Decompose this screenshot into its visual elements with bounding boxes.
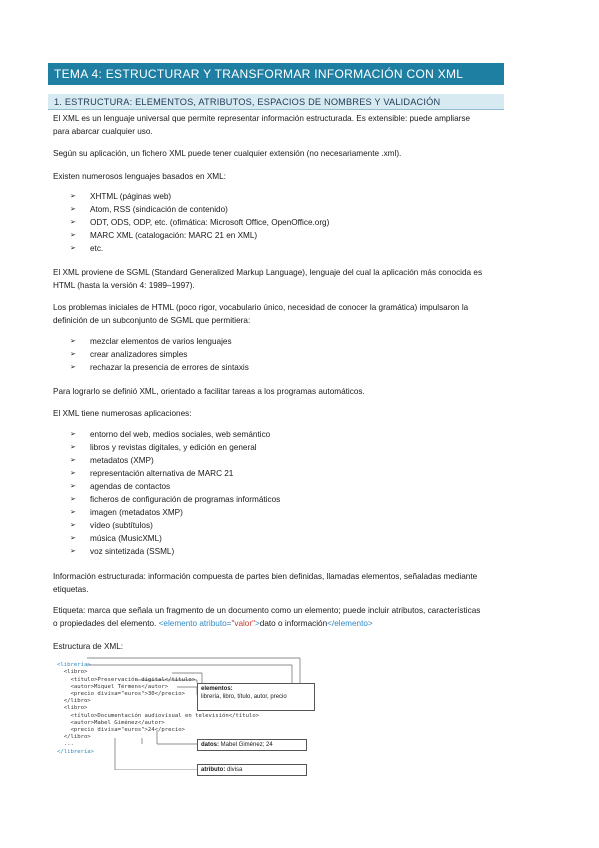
paragraph-structure-label: Estructura de XML: bbox=[53, 642, 124, 651]
paragraph-applications: El XML tiene numerosas aplicaciones: bbox=[53, 409, 192, 418]
paragraph-intro bbox=[53, 112, 508, 138]
paragraph-tag-definition bbox=[53, 604, 508, 630]
paragraph-line: HTML (hasta la versión 4: 1989–1997). bbox=[53, 281, 195, 290]
paragraph-line: Información estructurada: información compuesta de partes bien definidas, llamadas elementos, señaladas mediante bbox=[53, 572, 478, 581]
paragraph-line: Los problemas iniciales de HTML (poco rigor, vocabulario único, necesidad de conocer la gramática) impulsaron la bbox=[53, 303, 469, 312]
paragraph-html-problems bbox=[53, 301, 508, 327]
paragraph-languages: Existen numerosos lenguajes basados en XML: bbox=[53, 172, 226, 181]
code-snippet: <elemento atributo= bbox=[158, 619, 232, 628]
paragraph-line: definición de un subconjunto de SGML que permitiera: bbox=[53, 316, 251, 325]
code-value: "valor" bbox=[231, 619, 255, 628]
data-callout: datos: Mabel Giménez; 24 bbox=[197, 739, 307, 751]
paragraph-line: El XML proviene de SGML (Standard Generalized Markup Language), lenguaje del cual la aplicación más conocida es bbox=[53, 268, 483, 277]
xml-code-sample: <librería> <libro> <título>Preservación digital</título> <autor>Miquel Térmens</autor> <precio divisa="euros">30</precio> </libro> <libro> <título>Documentación audiovisual en televisión</título> <autor>Mabel Giménez</autor> <precio divisa="euros">24</precio> </libro> ... </librería> bbox=[57, 662, 260, 755]
paragraph-extension: Según su aplicación, un fichero XML puede tener cualquier extensión (no necesariamente .xml). bbox=[53, 149, 402, 158]
document-page: TEMA 4: ESTRUCTURAR Y TRANSFORMAR INFORMACIÓN CON XML 1. ESTRUCTURA: ELEMENTOS, ATRIBUTOS, ESPACIOS DE NOMBRES Y VALIDACIÓN El XML es un lenguaje universal que permite representar información estructurada. Es extensible: puede ampliarse para abarcar cualquier uso. Según su aplicación, un fichero XML puede tener cualquier extensión (no necesariamente .xml). Existen numerosos lenguajes basados en XML: ➢ XHTML (páginas web) ➢ Atom, RSS (sindicación de contenido) ➢ ODT, ODS, ODP, etc. (ofimática: Microsoft Office, OpenOffice.org) ➢ MARC XML (catalogación: MARC 21 en XML) ➢ etc. El XML proviene de SGML (Standard Generalized Markup Language), lenguaje del cual la aplicación más conocida es HTML (hasta la versión 4: 1989–1997). Los problemas iniciales de HTML (poco rigor, vocabulario único, necesidad de conocer la gramática) impulsaron la definición de un subconjunto de SGML que permitiera: ➢ mezclar elementos de varios lenguajes ➢ crear analizadores simples ➢ rechazar la presencia de errores de sintaxis Para lograrlo se definió XML, orientado a facilitar tareas a los programas automáticos. El XML tiene numerosas aplicaciones: ➢ entorno del web, medios sociales, web semántico ➢ libros y revistas digitales, y edición en general ➢ metadatos (XMP) ➢ representación alternativa de MARC 21 ➢ agendas de contactos ➢ ficheros de configuración de programas informáticos ➢ imagen (metadatos XMP) ➢ vídeo (subtítulos) ➢ música (MusicXML) ➢ voz sintetizada (SSML) Información estructurada: información compuesta de partes bien definidas, llamadas elementos, señaladas mediante etiquetas. Etiqueta: marca que señala un fragmento de un documento como un elemento; puede incluir atributos, características o propiedades del elemento. <elemento atributo="valor">dato o información</elemento> Estructura de XML: <librería> <libro> <título>Preservación digital</título> <autor>Miquel Térmens</autor> <precio divisa="euros">30</precio> </libro> <libro> <título>Documentación audiovisual en televisión</título> <autor>Mabel Giménez</autor> <precio divisa="euros">24</precio> </libro> ... </librería> elementos: librería, libro, título, autor, precio datos: Mabel Giménez; 24 atributo: divisa bbox=[0, 0, 599, 848]
elements-callout: elementos: librería, libro, título, autor, precio bbox=[197, 683, 315, 711]
attribute-callout: atributo: divisa bbox=[197, 764, 307, 776]
paragraph-line: Etiqueta: marca que señala un fragmento de un documento como un elemento; puede incluir atributos, características bbox=[53, 606, 481, 615]
section-heading: 1. ESTRUCTURA: ELEMENTOS, ATRIBUTOS, ESPACIOS DE NOMBRES Y VALIDACIÓN bbox=[48, 94, 504, 110]
paragraph-line: o propiedades del elemento. <elemento atributo="valor">dato o información</elemento> bbox=[53, 619, 373, 628]
paragraph-xml-defined: Para lograrlo se definió XML, orientado a facilitar tareas a los programas automáticos. bbox=[53, 387, 365, 396]
paragraph-line: etiquetas. bbox=[53, 585, 89, 594]
code-snippet-end: </elemento> bbox=[327, 619, 373, 628]
paragraph-structured-info bbox=[53, 570, 508, 596]
paragraph-sgml bbox=[53, 266, 508, 292]
chapter-title: TEMA 4: ESTRUCTURAR Y TRANSFORMAR INFORMACIÓN CON XML bbox=[48, 63, 504, 85]
xml-structure-diagram bbox=[57, 655, 317, 773]
paragraph-line: El XML es un lenguaje universal que permite representar información estructurada. Es extensible: puede ampliarse bbox=[53, 114, 471, 123]
paragraph-line: para abarcar cualquier uso. bbox=[53, 127, 153, 136]
